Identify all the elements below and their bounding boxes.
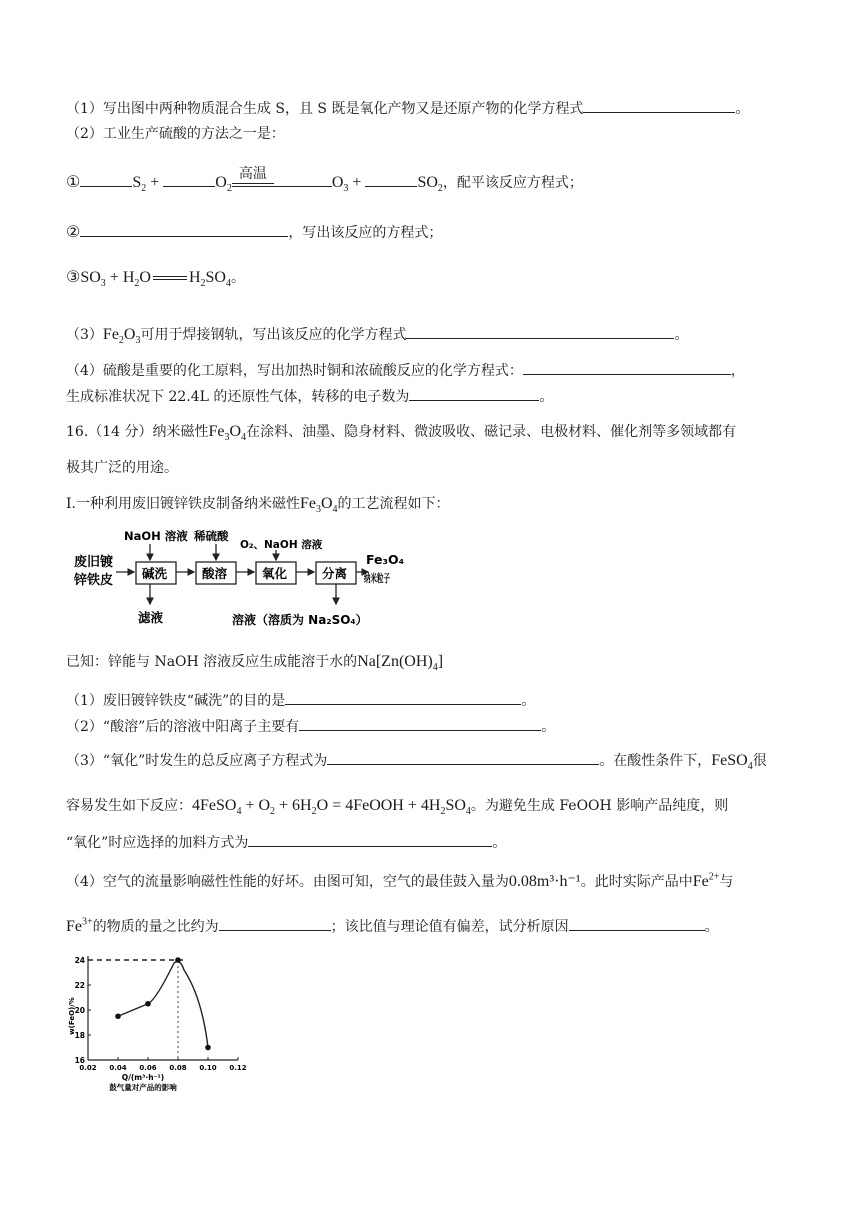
q15-part1: （1）写出图中两种物质混合生成 S，且 S 既是氧化产物又是还原产物的化学方程式 。 xyxy=(66,98,800,119)
q16-intro: I.一种利用废旧镀锌铁皮制备纳米磁性$Fe_3O_4$的工艺流程如下： xyxy=(66,495,450,516)
y-tick-label: 20 xyxy=(74,1006,85,1015)
data-point xyxy=(115,1013,121,1019)
flow-source: 废旧镀 xyxy=(74,555,114,570)
y-tick-label: 18 xyxy=(74,1031,85,1040)
data-point xyxy=(145,1001,151,1007)
q15-part2: （2）工业生产硫酸的方法之一是： xyxy=(66,126,285,142)
answer-blank[interactable] xyxy=(80,222,288,237)
coef-blank[interactable] xyxy=(274,172,332,187)
svg-text:锌铁皮: 锌铁皮 xyxy=(74,573,114,588)
q16-part3c: “氧化”时应选择的加料方式为 。 xyxy=(66,832,800,853)
flow-reagent-acid: 稀硫酸 xyxy=(194,529,229,543)
data-point xyxy=(205,1045,211,1051)
answer-blank[interactable] xyxy=(583,98,735,113)
q16-heading2: 极其广泛的用途。 xyxy=(66,460,178,476)
coef-blank[interactable] xyxy=(365,172,417,187)
flow-reagent-naoh: NaOH 溶液 xyxy=(124,529,188,543)
q16-part4: （4）空气的流量影响磁性性能的好坏。由图可知，空气的最佳鼓入量为0.08m³·h⁻¹。此时实际产品中$Fe^{2+}$与 xyxy=(66,871,734,890)
equation-step3: $③SO_3 + H_2O$ $H_2SO_4$。 xyxy=(66,269,245,290)
x-tick-label: 0.08 xyxy=(169,1064,187,1072)
svg-text:碱洗: 碱洗 xyxy=(142,566,168,581)
equation-step2: ② ，写出该反应的方程式； xyxy=(66,224,443,241)
q16-part4b: $Fe^{3+}$的物质的量之比约为 ；该比值与理论值有偏差，试分析原因 。 xyxy=(66,916,719,935)
x-tick-label: 0.04 xyxy=(109,1064,127,1072)
q16-heading: 16.（14 分）纳米磁性$Fe_3O_4$在涂料、油墨、隐身材料、微波吸收、磁记录、电极材料、催化剂等多领域都有 xyxy=(66,423,737,444)
q15-part3: $(3)Fe_2O_3$可用于焊接钢轨，写出该反应的化学方程式 。 xyxy=(66,326,689,347)
q16-known: 已知：锌能与 NaOH 溶液反应生成能溶于水的$Na[Zn(OH)_4]$ xyxy=(66,653,444,674)
answer-blank[interactable] xyxy=(327,750,599,765)
series-line xyxy=(118,962,208,1048)
x-tick-label: 0.06 xyxy=(139,1064,157,1072)
q16-part2: （2）“酸溶”后的溶液中阳离子主要有 。 xyxy=(66,716,800,737)
flow-waste-solution: 溶液（溶质为 Na₂SO₄） xyxy=(232,613,368,627)
q16-part3: （3）“氧化”时发生的总反应离子方程式为 。在酸性条件下，FeSO$_4$很 xyxy=(66,752,767,773)
coef-blank[interactable] xyxy=(163,172,215,187)
q15-part4b: 生成标准状况下 22.4L 的还原性气体，转移的电子数为 。 xyxy=(66,386,800,407)
q16-part3b: 容易发生如下反应：4FeSO$_4$ + $O_2 + 6H_2O$ = 4FeOOH + $4H_2SO_4$。为避免生成 FeOOH 影响产品纯度，则 xyxy=(66,797,729,818)
answer-blank[interactable] xyxy=(406,324,674,339)
airflow-chart xyxy=(66,948,256,1098)
svg-text:分离: 分离 xyxy=(322,566,348,581)
answer-blank[interactable] xyxy=(219,916,331,931)
flow-waste-filtrate: 滤液 xyxy=(138,610,164,625)
data-point xyxy=(175,957,181,963)
flow-product: Fe₃O₄ xyxy=(366,552,405,567)
y-tick-label: 24 xyxy=(74,956,85,965)
x-axis-label: Q/(m³·h⁻¹) xyxy=(121,1073,165,1082)
svg-text:纳米粒子: 纳米粒子 xyxy=(364,572,408,585)
x-tick-label: 0.12 xyxy=(229,1064,247,1072)
svg-text:氧化: 氧化 xyxy=(262,566,288,581)
answer-blank[interactable] xyxy=(299,716,541,731)
flow-reagent-o2: O₂、NaOH 溶液 xyxy=(240,539,323,551)
answer-blank[interactable] xyxy=(248,832,492,847)
answer-blank[interactable] xyxy=(409,386,539,401)
coef-blank[interactable] xyxy=(80,172,132,187)
q15-part4: （4）硫酸是重要的化工原料，写出加热时铜和浓硫酸反应的化学方程式： ， xyxy=(66,360,800,381)
equation-step1: ① $S_2 + O_2$ 高温 $O_3 + SO_2$，配平该反应方程式； xyxy=(66,167,583,195)
y-tick-label: 16 xyxy=(74,1056,85,1065)
q16-part1: （1）废旧镀锌铁皮“碱洗”的目的是 。 xyxy=(66,690,800,711)
x-tick-label: 0.02 xyxy=(79,1064,97,1072)
x-tick-label: 0.10 xyxy=(199,1064,217,1072)
chart-caption: 鼓气量对产品的影响 xyxy=(109,1083,177,1092)
svg-text:酸溶: 酸溶 xyxy=(202,566,228,581)
answer-blank[interactable] xyxy=(569,916,705,931)
y-tick-label: 22 xyxy=(74,981,85,990)
answer-blank[interactable] xyxy=(523,360,731,375)
process-flow-diagram xyxy=(72,528,408,640)
y-axis-label: w(FeO)/% xyxy=(68,997,76,1035)
answer-blank[interactable] xyxy=(285,690,521,705)
